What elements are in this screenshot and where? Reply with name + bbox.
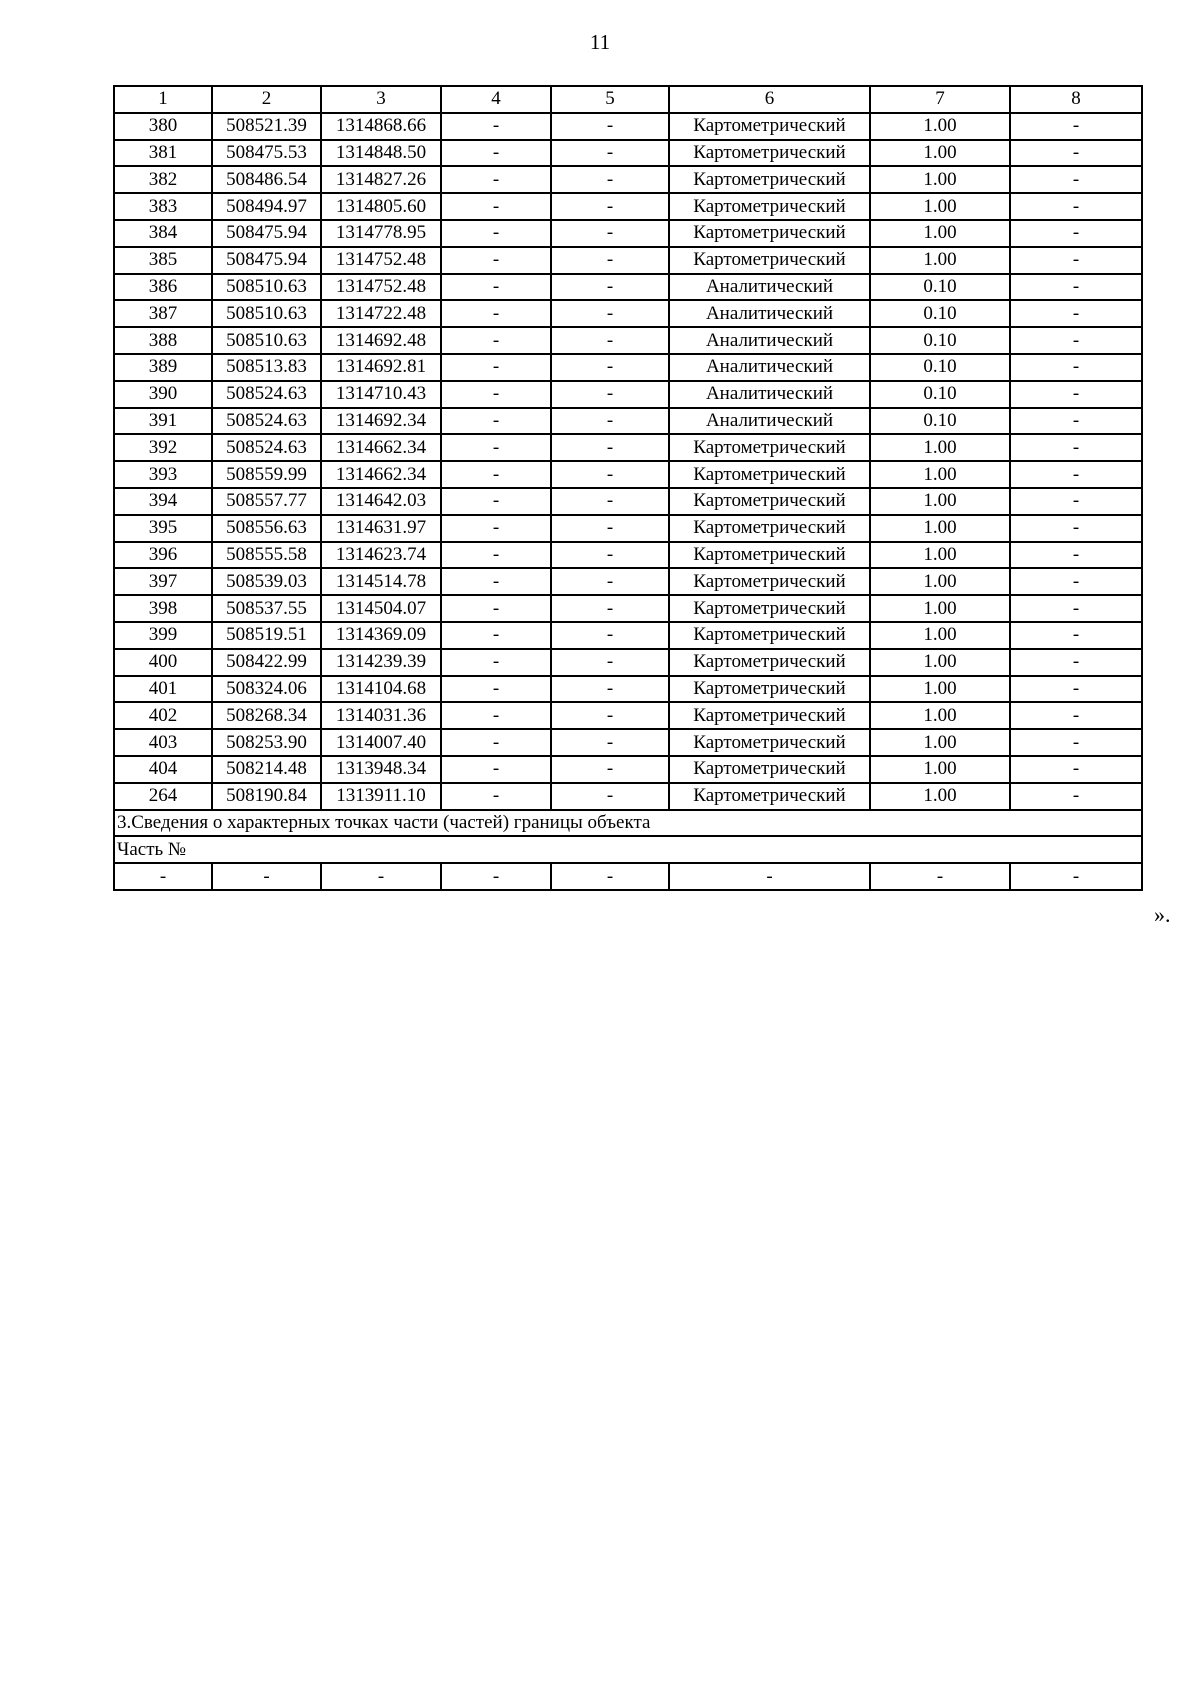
cell-x-coordinate: 508539.03	[212, 568, 321, 595]
cell-method: Картометрический	[669, 702, 870, 729]
cell-col4-value: -	[441, 595, 551, 622]
cell-method: Картометрический	[669, 166, 870, 193]
cell-method: Картометрический	[669, 193, 870, 220]
part-label: Часть №	[114, 836, 1142, 863]
cell-col8-value: -	[1010, 542, 1142, 569]
cell-method: Аналитический	[669, 408, 870, 435]
cell-method: Картометрический	[669, 568, 870, 595]
cell-y-coordinate: 1314642.03	[321, 488, 441, 515]
cell-point-number: 385	[114, 247, 212, 274]
cell-col8-value: -	[1010, 622, 1142, 649]
empty-cell: -	[1010, 863, 1142, 890]
cell-point-number: 396	[114, 542, 212, 569]
empty-cell: -	[669, 863, 870, 890]
table-row	[114, 408, 1142, 435]
cell-x-coordinate: 508519.51	[212, 622, 321, 649]
cell-col8-value: -	[1010, 434, 1142, 461]
cell-method: Картометрический	[669, 461, 870, 488]
cell-accuracy: 1.00	[870, 729, 1010, 756]
table-row	[114, 515, 1142, 542]
cell-col4-value: -	[441, 247, 551, 274]
cell-accuracy: 1.00	[870, 542, 1010, 569]
table-row	[114, 488, 1142, 515]
cell-method: Картометрический	[669, 622, 870, 649]
cell-col8-value: -	[1010, 595, 1142, 622]
cell-y-coordinate: 1314662.34	[321, 434, 441, 461]
cell-col4-value: -	[441, 568, 551, 595]
cell-x-coordinate: 508486.54	[212, 166, 321, 193]
cell-col4-value: -	[441, 327, 551, 354]
cell-col4-value: -	[441, 542, 551, 569]
cell-x-coordinate: 508513.83	[212, 354, 321, 381]
cell-col4-value: -	[441, 113, 551, 140]
table-row	[114, 676, 1142, 703]
cell-col5-value: -	[551, 140, 669, 167]
empty-cell: -	[114, 863, 212, 890]
cell-x-coordinate: 508557.77	[212, 488, 321, 515]
cell-y-coordinate: 1314692.34	[321, 408, 441, 435]
cell-col5-value: -	[551, 729, 669, 756]
cell-col5-value: -	[551, 702, 669, 729]
cell-col5-value: -	[551, 113, 669, 140]
table-row	[114, 274, 1142, 301]
cell-x-coordinate: 508559.99	[212, 461, 321, 488]
cell-point-number: 392	[114, 434, 212, 461]
cell-y-coordinate: 1314631.97	[321, 515, 441, 542]
cell-point-number: 404	[114, 756, 212, 783]
cell-col4-value: -	[441, 783, 551, 810]
cell-y-coordinate: 1314848.50	[321, 140, 441, 167]
table-row	[114, 649, 1142, 676]
cell-x-coordinate: 508524.63	[212, 381, 321, 408]
cell-y-coordinate: 1314007.40	[321, 729, 441, 756]
cell-col8-value: -	[1010, 783, 1142, 810]
cell-y-coordinate: 1314827.26	[321, 166, 441, 193]
cell-y-coordinate: 1314104.68	[321, 676, 441, 703]
cell-accuracy: 1.00	[870, 622, 1010, 649]
cell-x-coordinate: 508524.63	[212, 408, 321, 435]
cell-accuracy: 0.10	[870, 381, 1010, 408]
cell-point-number: 389	[114, 354, 212, 381]
cell-col5-value: -	[551, 756, 669, 783]
cell-y-coordinate: 1314722.48	[321, 300, 441, 327]
cell-col4-value: -	[441, 354, 551, 381]
table-row	[114, 461, 1142, 488]
table-row	[114, 220, 1142, 247]
cell-col4-value: -	[441, 381, 551, 408]
cell-accuracy: 0.10	[870, 354, 1010, 381]
cell-method: Картометрический	[669, 140, 870, 167]
cell-col8-value: -	[1010, 140, 1142, 167]
cell-col8-value: -	[1010, 220, 1142, 247]
cell-col5-value: -	[551, 193, 669, 220]
column-number-row	[114, 86, 1142, 113]
cell-col5-value: -	[551, 247, 669, 274]
cell-col4-value: -	[441, 729, 551, 756]
cell-x-coordinate: 508494.97	[212, 193, 321, 220]
cell-method: Картометрический	[669, 488, 870, 515]
cell-accuracy: 1.00	[870, 461, 1010, 488]
cell-x-coordinate: 508510.63	[212, 300, 321, 327]
column-number: 8	[1010, 86, 1142, 113]
cell-accuracy: 1.00	[870, 649, 1010, 676]
cell-col4-value: -	[441, 300, 551, 327]
cell-y-coordinate: 1314778.95	[321, 220, 441, 247]
empty-cell: -	[321, 863, 441, 890]
cell-point-number: 382	[114, 166, 212, 193]
cell-method: Аналитический	[669, 327, 870, 354]
cell-y-coordinate: 1314692.81	[321, 354, 441, 381]
cell-col4-value: -	[441, 220, 551, 247]
column-number: 1	[114, 86, 212, 113]
cell-col8-value: -	[1010, 166, 1142, 193]
cell-method: Аналитический	[669, 274, 870, 301]
part-label-row	[114, 836, 1142, 863]
column-number: 4	[441, 86, 551, 113]
cell-col5-value: -	[551, 676, 669, 703]
cell-col4-value: -	[441, 702, 551, 729]
cell-x-coordinate: 508190.84	[212, 783, 321, 810]
cell-col8-value: -	[1010, 461, 1142, 488]
cell-col8-value: -	[1010, 381, 1142, 408]
empty-cell: -	[212, 863, 321, 890]
cell-point-number: 391	[114, 408, 212, 435]
cell-y-coordinate: 1314805.60	[321, 193, 441, 220]
cell-method: Аналитический	[669, 354, 870, 381]
cell-accuracy: 1.00	[870, 515, 1010, 542]
cell-x-coordinate: 508475.94	[212, 220, 321, 247]
cell-accuracy: 1.00	[870, 756, 1010, 783]
empty-cell: -	[551, 863, 669, 890]
cell-method: Картометрический	[669, 676, 870, 703]
cell-col8-value: -	[1010, 408, 1142, 435]
cell-col5-value: -	[551, 381, 669, 408]
cell-method: Картометрический	[669, 729, 870, 756]
cell-point-number: 394	[114, 488, 212, 515]
cell-y-coordinate: 1314752.48	[321, 274, 441, 301]
table-row	[114, 113, 1142, 140]
cell-point-number: 386	[114, 274, 212, 301]
cell-y-coordinate: 1314692.48	[321, 327, 441, 354]
table-row	[114, 140, 1142, 167]
table-row	[114, 166, 1142, 193]
cell-x-coordinate: 508537.55	[212, 595, 321, 622]
cell-y-coordinate: 1314369.09	[321, 622, 441, 649]
cell-point-number: 264	[114, 783, 212, 810]
table-row	[114, 783, 1142, 810]
cell-col5-value: -	[551, 515, 669, 542]
table-row	[114, 354, 1142, 381]
cell-col5-value: -	[551, 274, 669, 301]
cell-col8-value: -	[1010, 488, 1142, 515]
cell-col8-value: -	[1010, 300, 1142, 327]
table-row	[114, 756, 1142, 783]
cell-accuracy: 1.00	[870, 676, 1010, 703]
cell-accuracy: 0.10	[870, 300, 1010, 327]
cell-accuracy: 1.00	[870, 488, 1010, 515]
cell-accuracy: 1.00	[870, 702, 1010, 729]
empty-cell: -	[870, 863, 1010, 890]
cell-y-coordinate: 1314623.74	[321, 542, 441, 569]
page-number: 11	[589, 30, 611, 54]
cell-point-number: 403	[114, 729, 212, 756]
cell-col8-value: -	[1010, 247, 1142, 274]
cell-col8-value: -	[1010, 676, 1142, 703]
cell-method: Картометрический	[669, 113, 870, 140]
column-number: 6	[669, 86, 870, 113]
cell-col4-value: -	[441, 434, 551, 461]
cell-method: Картометрический	[669, 515, 870, 542]
cell-y-coordinate: 1314710.43	[321, 381, 441, 408]
cell-y-coordinate: 1314868.66	[321, 113, 441, 140]
cell-col4-value: -	[441, 193, 551, 220]
cell-accuracy: 1.00	[870, 595, 1010, 622]
empty-part-row	[114, 863, 1142, 890]
cell-x-coordinate: 508524.63	[212, 434, 321, 461]
cell-col8-value: -	[1010, 756, 1142, 783]
table-row	[114, 702, 1142, 729]
cell-y-coordinate: 1314504.07	[321, 595, 441, 622]
cell-col5-value: -	[551, 649, 669, 676]
cell-col5-value: -	[551, 327, 669, 354]
cell-col5-value: -	[551, 434, 669, 461]
cell-accuracy: 1.00	[870, 568, 1010, 595]
cell-point-number: 380	[114, 113, 212, 140]
cell-x-coordinate: 508555.58	[212, 542, 321, 569]
cell-accuracy: 1.00	[870, 783, 1010, 810]
column-number: 7	[870, 86, 1010, 113]
cell-col4-value: -	[441, 649, 551, 676]
cell-col4-value: -	[441, 274, 551, 301]
table-row	[114, 595, 1142, 622]
cell-col4-value: -	[441, 140, 551, 167]
cell-accuracy: 1.00	[870, 220, 1010, 247]
cell-col8-value: -	[1010, 274, 1142, 301]
cell-col5-value: -	[551, 622, 669, 649]
cell-method: Картометрический	[669, 542, 870, 569]
cell-col4-value: -	[441, 622, 551, 649]
cell-accuracy: 1.00	[870, 166, 1010, 193]
cell-point-number: 393	[114, 461, 212, 488]
section-title-row	[114, 810, 1142, 837]
cell-point-number: 381	[114, 140, 212, 167]
cell-method: Картометрический	[669, 783, 870, 810]
cell-accuracy: 0.10	[870, 408, 1010, 435]
cell-col5-value: -	[551, 568, 669, 595]
cell-y-coordinate: 1314514.78	[321, 568, 441, 595]
cell-method: Аналитический	[669, 381, 870, 408]
closing-quote-mark: ».	[1154, 902, 1171, 927]
cell-method: Картометрический	[669, 220, 870, 247]
cell-point-number: 399	[114, 622, 212, 649]
table-row	[114, 622, 1142, 649]
table-row	[114, 729, 1142, 756]
table-row	[114, 434, 1142, 461]
cell-x-coordinate: 508268.34	[212, 702, 321, 729]
cell-accuracy: 1.00	[870, 434, 1010, 461]
cell-accuracy: 1.00	[870, 193, 1010, 220]
table-body	[114, 86, 1142, 890]
cell-x-coordinate: 508253.90	[212, 729, 321, 756]
cell-point-number: 387	[114, 300, 212, 327]
cell-col4-value: -	[441, 756, 551, 783]
cell-col8-value: -	[1010, 515, 1142, 542]
cell-x-coordinate: 508475.53	[212, 140, 321, 167]
cell-col8-value: -	[1010, 113, 1142, 140]
table-row	[114, 247, 1142, 274]
cell-y-coordinate: 1314752.48	[321, 247, 441, 274]
cell-point-number: 395	[114, 515, 212, 542]
table-row	[114, 193, 1142, 220]
cell-col5-value: -	[551, 220, 669, 247]
cell-col8-value: -	[1010, 729, 1142, 756]
table-row	[114, 300, 1142, 327]
table-row	[114, 568, 1142, 595]
column-number: 2	[212, 86, 321, 113]
cell-col8-value: -	[1010, 327, 1142, 354]
cell-point-number: 397	[114, 568, 212, 595]
cell-point-number: 383	[114, 193, 212, 220]
cell-col8-value: -	[1010, 193, 1142, 220]
cell-point-number: 384	[114, 220, 212, 247]
cell-col5-value: -	[551, 488, 669, 515]
column-number: 5	[551, 86, 669, 113]
cell-y-coordinate: 1313948.34	[321, 756, 441, 783]
cell-method: Картометрический	[669, 649, 870, 676]
cell-point-number: 388	[114, 327, 212, 354]
cell-x-coordinate: 508510.63	[212, 327, 321, 354]
column-number: 3	[321, 86, 441, 113]
section-title: 3.Сведения о характерных точках части (частей) границы объекта	[114, 810, 1142, 837]
cell-method: Аналитический	[669, 300, 870, 327]
cell-point-number: 402	[114, 702, 212, 729]
cell-x-coordinate: 508521.39	[212, 113, 321, 140]
cell-x-coordinate: 508510.63	[212, 274, 321, 301]
cell-col5-value: -	[551, 354, 669, 381]
cell-accuracy: 0.10	[870, 327, 1010, 354]
cell-col8-value: -	[1010, 354, 1142, 381]
cell-point-number: 390	[114, 381, 212, 408]
cell-col8-value: -	[1010, 702, 1142, 729]
cell-x-coordinate: 508422.99	[212, 649, 321, 676]
cell-col8-value: -	[1010, 649, 1142, 676]
cell-x-coordinate: 508214.48	[212, 756, 321, 783]
cell-y-coordinate: 1314239.39	[321, 649, 441, 676]
cell-accuracy: 0.10	[870, 274, 1010, 301]
cell-method: Картометрический	[669, 247, 870, 274]
cell-col4-value: -	[441, 676, 551, 703]
cell-col5-value: -	[551, 461, 669, 488]
cell-col5-value: -	[551, 408, 669, 435]
cell-point-number: 398	[114, 595, 212, 622]
cell-col4-value: -	[441, 408, 551, 435]
cell-col4-value: -	[441, 488, 551, 515]
cell-accuracy: 1.00	[870, 247, 1010, 274]
table-row	[114, 381, 1142, 408]
cell-col5-value: -	[551, 300, 669, 327]
cell-point-number: 400	[114, 649, 212, 676]
cell-col5-value: -	[551, 595, 669, 622]
boundary-points-table	[113, 85, 1143, 891]
cell-y-coordinate: 1313911.10	[321, 783, 441, 810]
cell-col4-value: -	[441, 515, 551, 542]
cell-x-coordinate: 508556.63	[212, 515, 321, 542]
cell-col5-value: -	[551, 542, 669, 569]
cell-method: Картометрический	[669, 756, 870, 783]
cell-point-number: 401	[114, 676, 212, 703]
cell-y-coordinate: 1314662.34	[321, 461, 441, 488]
cell-col8-value: -	[1010, 568, 1142, 595]
cell-col5-value: -	[551, 166, 669, 193]
cell-x-coordinate: 508475.94	[212, 247, 321, 274]
cell-col4-value: -	[441, 166, 551, 193]
table-row	[114, 542, 1142, 569]
cell-accuracy: 1.00	[870, 113, 1010, 140]
empty-cell: -	[441, 863, 551, 890]
cell-method: Картометрический	[669, 434, 870, 461]
cell-accuracy: 1.00	[870, 140, 1010, 167]
table-row	[114, 327, 1142, 354]
cell-method: Картометрический	[669, 595, 870, 622]
cell-col4-value: -	[441, 461, 551, 488]
cell-y-coordinate: 1314031.36	[321, 702, 441, 729]
cell-col5-value: -	[551, 783, 669, 810]
cell-x-coordinate: 508324.06	[212, 676, 321, 703]
